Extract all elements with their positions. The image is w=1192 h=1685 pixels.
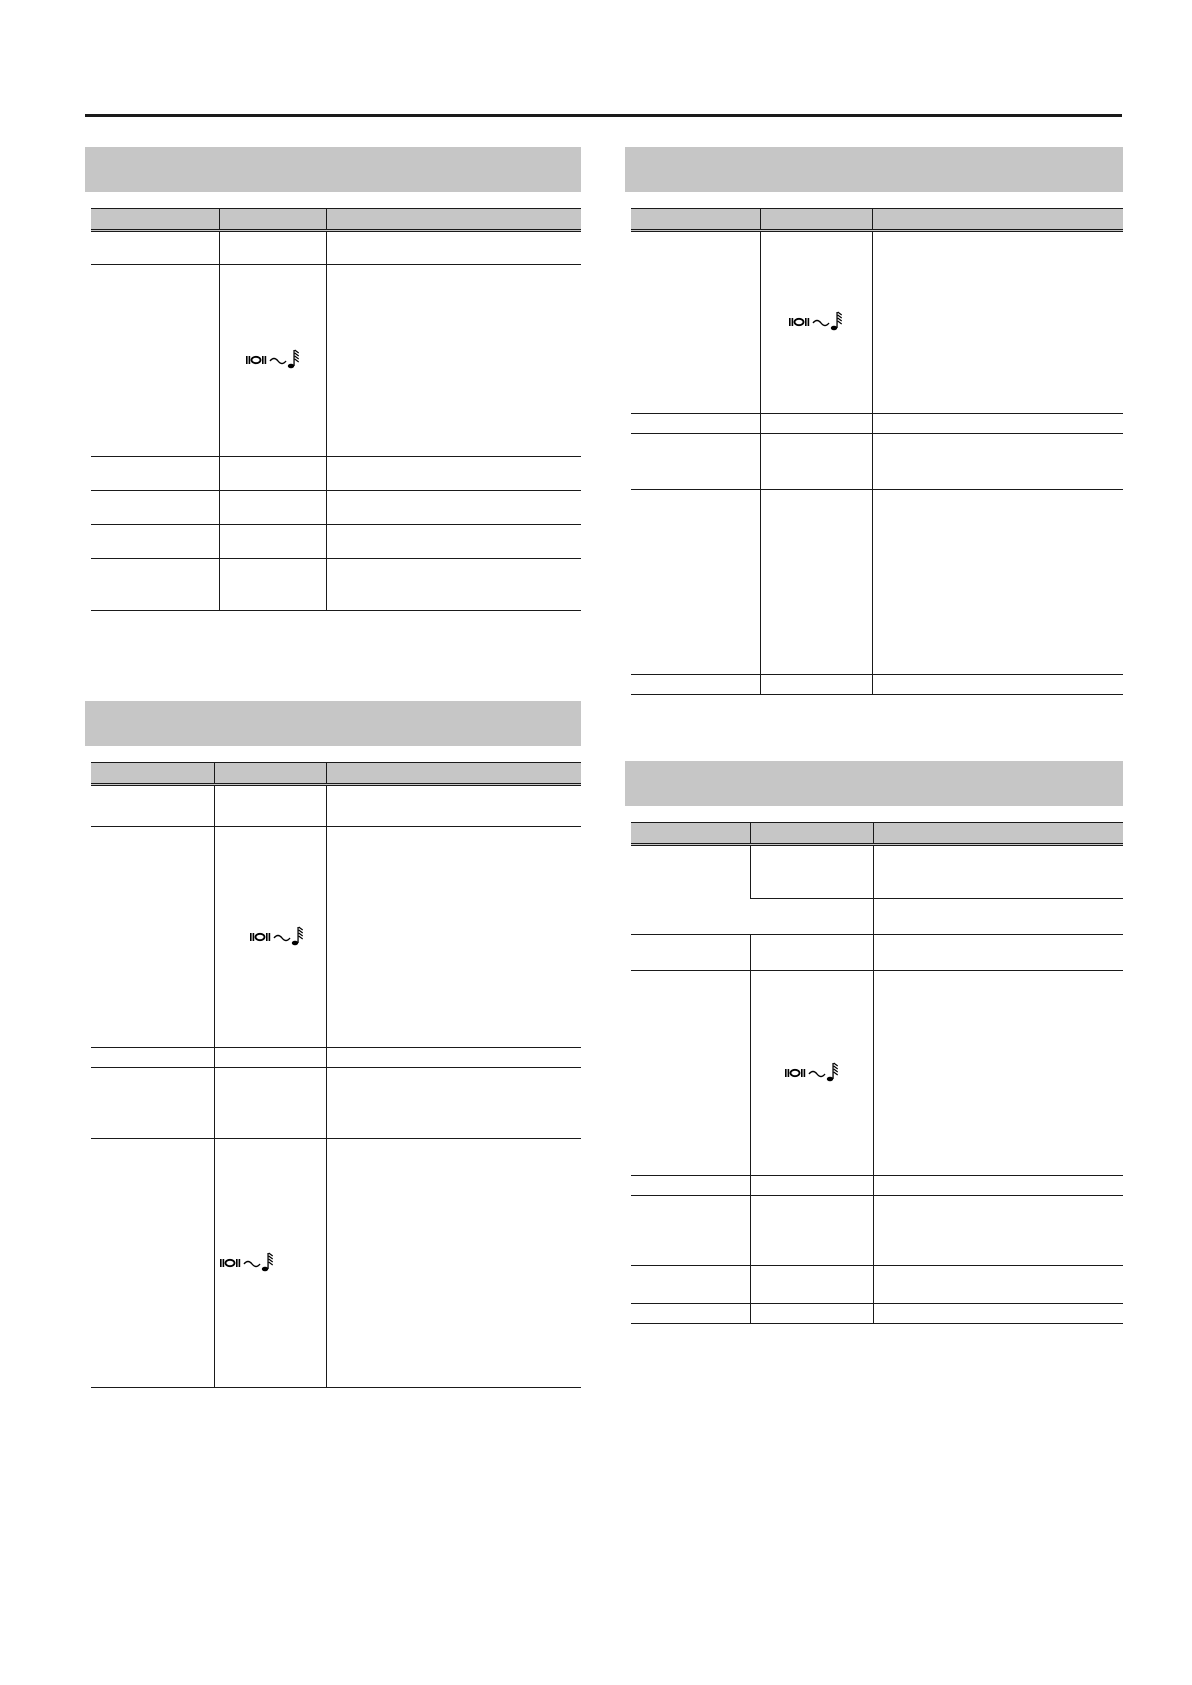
- value-cell: [750, 1196, 873, 1266]
- description-cell: [872, 675, 1123, 695]
- value-cell: [219, 491, 326, 525]
- table-row: [91, 491, 581, 525]
- table-header-row: [91, 209, 581, 231]
- value-cell: [760, 675, 872, 695]
- description-cell: [872, 434, 1123, 490]
- param-cell: [631, 845, 750, 935]
- table-header-row: [91, 763, 581, 785]
- section-3-table: [631, 208, 1123, 695]
- section-3-header: [625, 147, 1123, 192]
- description-cell: [872, 231, 1123, 414]
- value-cell: [760, 490, 872, 675]
- value-cell: [214, 827, 326, 1048]
- description-cell: [326, 785, 581, 827]
- table-row: [631, 971, 1123, 1176]
- table-row: [631, 1304, 1123, 1324]
- value-cell: [219, 525, 326, 559]
- param-cell: [91, 1068, 214, 1139]
- section-1-header: [85, 147, 581, 192]
- value-cell: [760, 434, 872, 490]
- column-header-value: [214, 763, 326, 785]
- table-row: [91, 1139, 581, 1388]
- section-4: [625, 761, 1123, 1324]
- param-cell: [631, 1196, 750, 1266]
- column-header-parameter: [631, 209, 760, 231]
- param-cell: [631, 1266, 750, 1304]
- table-row: [631, 414, 1123, 434]
- param-cell: [631, 1304, 750, 1324]
- table-row: [91, 827, 581, 1048]
- table-row: [91, 1048, 581, 1068]
- param-cell: [631, 231, 760, 414]
- value-cell: [760, 231, 872, 414]
- param-cell: [91, 559, 219, 611]
- value-cell: [214, 785, 326, 827]
- param-cell: [631, 675, 760, 695]
- value-cell: [214, 1068, 326, 1139]
- table-row: [631, 675, 1123, 695]
- param-cell: [631, 490, 760, 675]
- value-cell: [750, 1266, 873, 1304]
- description-cell: [326, 525, 581, 559]
- description-cell: [326, 1048, 581, 1068]
- param-cell: [91, 265, 219, 457]
- table-row: [631, 231, 1123, 414]
- description-cell: [873, 935, 1123, 971]
- description-cell: [872, 414, 1123, 434]
- description-cell: [873, 1176, 1123, 1196]
- description-cell: [326, 231, 581, 265]
- description-cell: [326, 491, 581, 525]
- table-row: [91, 785, 581, 827]
- description-cell: [872, 490, 1123, 675]
- table-row: [91, 1068, 581, 1139]
- column-header-value: [219, 209, 326, 231]
- table-row: [631, 434, 1123, 490]
- column-header-parameter: [91, 209, 219, 231]
- column-header-description: [326, 209, 581, 231]
- value-cell: [214, 1048, 326, 1068]
- param-cell: [631, 1176, 750, 1196]
- param-cell: [91, 457, 219, 491]
- description-cell: [873, 899, 1123, 935]
- description-cell: [326, 457, 581, 491]
- column-header-description: [872, 209, 1123, 231]
- note-range-icon: [784, 1061, 840, 1083]
- value-cell: [219, 559, 326, 611]
- section-4-table: [631, 822, 1123, 1324]
- value-cell: [214, 1139, 326, 1388]
- param-cell: [91, 1139, 214, 1388]
- value-cell: [750, 1304, 873, 1324]
- param-cell: [91, 525, 219, 559]
- note-range-icon: [249, 925, 305, 947]
- table-row: [91, 231, 581, 265]
- param-cell: [91, 231, 219, 265]
- param-cell: [631, 971, 750, 1176]
- value-cell: [750, 845, 873, 899]
- description-cell: [326, 265, 581, 457]
- param-cell: [631, 434, 760, 490]
- table-row: [631, 490, 1123, 675]
- description-cell: [326, 1068, 581, 1139]
- value-cell: [750, 899, 873, 935]
- section-3: [625, 147, 1123, 695]
- table-header-row: [631, 209, 1123, 231]
- section-2-table: [91, 762, 581, 1388]
- column-header-description: [873, 823, 1123, 845]
- description-cell: [326, 559, 581, 611]
- section-2: [85, 701, 581, 1388]
- description-cell: [873, 1266, 1123, 1304]
- description-cell: [873, 1196, 1123, 1266]
- table-row: [91, 457, 581, 491]
- column-header-value: [760, 209, 872, 231]
- value-cell: [760, 414, 872, 434]
- description-cell: [873, 971, 1123, 1176]
- table-row: [91, 265, 581, 457]
- description-cell: [873, 1304, 1123, 1324]
- description-cell: [326, 1139, 581, 1388]
- param-cell: [91, 827, 214, 1048]
- column-header-description: [326, 763, 581, 785]
- table-row: [631, 845, 1123, 899]
- value-cell: [750, 1176, 873, 1196]
- column-header-value: [750, 823, 873, 845]
- table-row: [631, 1266, 1123, 1304]
- param-cell: [631, 414, 760, 434]
- section-1-table: [91, 208, 581, 611]
- param-cell: [91, 491, 219, 525]
- value-cell: [219, 457, 326, 491]
- value-cell: [219, 231, 326, 265]
- table-row: [631, 935, 1123, 971]
- section-2-header: [85, 701, 581, 746]
- top-rule: [85, 114, 1122, 117]
- table-row: [91, 559, 581, 611]
- table-row: [631, 1196, 1123, 1266]
- description-cell: [326, 827, 581, 1048]
- param-cell: [91, 1048, 214, 1068]
- table-row: [91, 525, 581, 559]
- value-cell: [219, 265, 326, 457]
- note-range-icon: [219, 1251, 275, 1273]
- description-cell: [873, 845, 1123, 899]
- section-1: [85, 147, 581, 611]
- column-header-parameter: [631, 823, 750, 845]
- value-cell: [750, 971, 873, 1176]
- table-header-row: [631, 823, 1123, 845]
- param-cell: [631, 935, 750, 971]
- table-row: [631, 1176, 1123, 1196]
- section-4-header: [625, 761, 1123, 806]
- value-cell: [750, 935, 873, 971]
- note-range-icon: [245, 348, 301, 370]
- note-range-icon: [788, 310, 844, 332]
- column-header-parameter: [91, 763, 214, 785]
- param-cell: [91, 785, 214, 827]
